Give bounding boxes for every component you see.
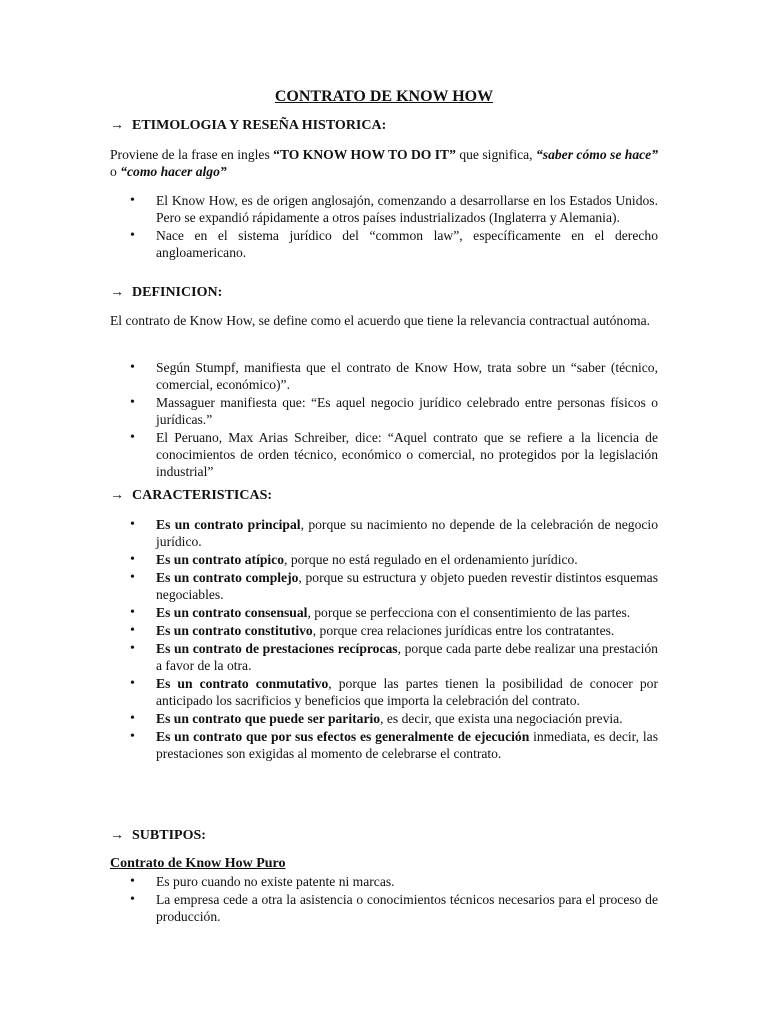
list-item xyxy=(130,604,658,621)
list-item xyxy=(130,551,658,568)
item-bold: Es un contrato que puede ser paritario xyxy=(156,711,381,726)
item-bold: Es un contrato consensual xyxy=(156,605,308,620)
item-bold: Es un contrato conmutativo xyxy=(156,676,329,691)
arrow-icon: → xyxy=(110,488,124,503)
heading-label: DEFINICION: xyxy=(132,285,223,300)
list-item: • La empresa cede a otra la asistencia o conocimientos técnicos necesarios para el proceso de producción. xyxy=(130,891,658,925)
intro-phrase: “TO KNOW HOW TO DO IT” xyxy=(273,147,456,162)
list-item xyxy=(130,569,658,603)
intro-text: Proviene de la frase en ingles xyxy=(110,147,274,162)
intro-meaning: “saber cómo se hace” xyxy=(536,147,658,162)
item-text: inmediata, es decir, las prestaciones son exigidas al momento de celebrarse el contrato. xyxy=(156,729,658,761)
section-heading-subtipos xyxy=(110,827,206,844)
item-text: , porque crea relaciones jurídicas entre los contratantes. xyxy=(312,623,615,638)
intro-text: que significa, xyxy=(455,147,536,162)
list-item xyxy=(130,728,658,762)
subtipos-list xyxy=(130,873,658,926)
item-bold: Es un contrato constitutivo xyxy=(156,623,313,638)
definicion-list xyxy=(130,359,658,481)
arrow-icon: → xyxy=(110,285,124,300)
intro-meaning: “como hacer algo” xyxy=(120,164,227,179)
arrow-icon: → xyxy=(110,118,124,133)
section-heading-etimologia xyxy=(110,117,386,134)
heading-label: SUBTIPOS: xyxy=(132,828,206,843)
etimologia-list xyxy=(130,192,658,262)
definicion-text: El contrato de Know How, se define como el acuerdo que tiene la relevancia contractual autónoma. xyxy=(110,313,650,328)
intro-text: o xyxy=(110,164,121,179)
list-item xyxy=(130,516,658,550)
list-item: • Es puro cuando no existe patente ni marcas. xyxy=(130,873,658,890)
item-text: , es decir, que exista una negociación previa. xyxy=(380,711,623,726)
item-text: , porque las partes tienen la posibilidad de conocer por anticipado los sacrificios y beneficios que importa la celebración del contrato. xyxy=(156,676,659,708)
section-heading-caracteristicas xyxy=(110,487,272,504)
item-text: , porque se perfecciona con el consentimiento de las partes. xyxy=(307,605,631,620)
item-bold: Es un contrato de prestaciones recíprocas xyxy=(156,641,398,656)
list-item: • El Know How, es de origen anglosajón, comenzando a desarrollarse en los Estados Unidos. Pero se expandió rápidamente a otros países industrializados (Inglaterra y Alemania). xyxy=(130,192,658,226)
item-bold: Es un contrato complejo xyxy=(156,570,299,585)
item-bold: Es un contrato que por sus efectos es generalmente de ejecución xyxy=(156,729,530,744)
section-heading-definicion xyxy=(110,284,222,301)
item-text: , porque su nacimiento no depende de la celebración de negocio jurídico. xyxy=(156,517,658,549)
document-title: CONTRATO DE KNOW HOW xyxy=(274,88,494,105)
item-text: , porque su estructura y objeto pueden revestir distintos esquemas negociables. xyxy=(156,570,658,602)
list-item: • Nace en el sistema jurídico del “common law”, específicamente en el derecho angloamericano. xyxy=(130,227,658,261)
list-item xyxy=(130,675,658,709)
heading-label: ETIMOLOGIA Y RESEÑA HISTORICA: xyxy=(132,118,387,133)
subtipo-heading: Contrato de Know How Puro xyxy=(110,856,286,871)
caracteristicas-list xyxy=(130,516,658,763)
list-item: • Massaguer manifiesta que: “Es aquel negocio jurídico celebrado entre personas físicos o jurídicas.” xyxy=(130,394,658,428)
item-bold: Es un contrato principal xyxy=(156,517,301,532)
etimologia-intro xyxy=(110,146,658,180)
arrow-icon: → xyxy=(110,828,124,843)
item-text: , porque no está regulado en el ordenamiento jurídico. xyxy=(284,552,578,567)
list-item xyxy=(130,622,658,639)
list-item xyxy=(130,640,658,674)
list-item xyxy=(130,710,658,727)
heading-label: CARACTERISTICAS: xyxy=(132,488,273,503)
item-text: , porque cada parte debe realizar una prestación a favor de la otra. xyxy=(156,641,658,673)
list-item: • Según Stumpf, manifiesta que el contrato de Know How, trata sobre un “saber (técnico, comercial, económico)”. xyxy=(130,359,658,393)
list-item: • El Peruano, Max Arias Schreiber, dice: “Aquel contrato que se refiere a la licencia de conocimientos de orden técnico, económico o comercial, no protegidos por la legislación industrial” xyxy=(130,429,658,480)
item-bold: Es un contrato atípico xyxy=(156,552,285,567)
